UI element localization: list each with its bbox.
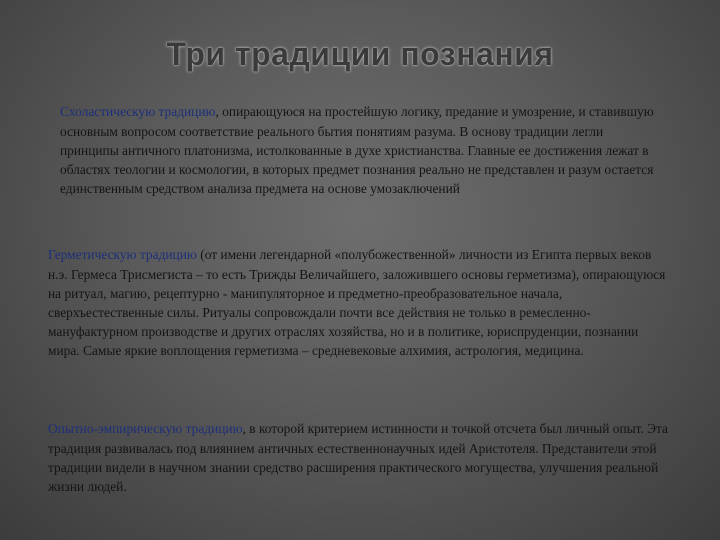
paragraph-lead: Герметическую традицию: [48, 247, 197, 263]
paragraph-lead: Опытно-эмпирическую традицию: [48, 421, 243, 437]
paragraph-text: (от имени легендарной «полубожественной» личности из Египта первых веков н.э. Гермеса Трисмегиста – то есть Трижды Величайшего, заложившего основы герметизма), опирающуюся на ритуал, магию, рецептурно - манипуляторное и предметно-преобразовательное начала, сверхъестественные силы. Ритуалы сопровождали почти все действия не только в ремесленно-мануфактурном производстве и других отраслях хозяйства, но и в политике, юриспруденции, познании мира. Самые яркие воплощения герметизма – средневековые алхимия, астрология, медицина.: [48, 247, 666, 359]
paragraph-lead: Схоластическую традицию: [60, 104, 216, 120]
paragraph-text: , в которой критерием истинности и точкой отсчета был личный опыт. Эта традиция развивалась под влиянием античных естественнонаучных идей Аристотеля. Представители этой традиции видели в научном знании средство расширения практического могущества, улучшения реальной жизни людей.: [48, 421, 668, 494]
paragraph-text: , опирающуюся на простейшую логику, предание и умозрение, и ставившую основным вопросом соответствие реального бытия понятиям разума. В основу традиции легли принципы античного платонизма, истолкованные в духе христианства. Главные ее достижения лежат в областях теологии и космологии, в которых предмет познания реально не представлен и разум остается единственным средством анализа предмета на основе умозаключений: [60, 104, 654, 197]
paragraph-hermetic-tradition: [48, 245, 670, 360]
slide-title: Три традиции познания: [166, 36, 554, 72]
paragraph-empirical-tradition: [48, 419, 670, 496]
paragraph-scholastic-tradition: [60, 102, 656, 198]
